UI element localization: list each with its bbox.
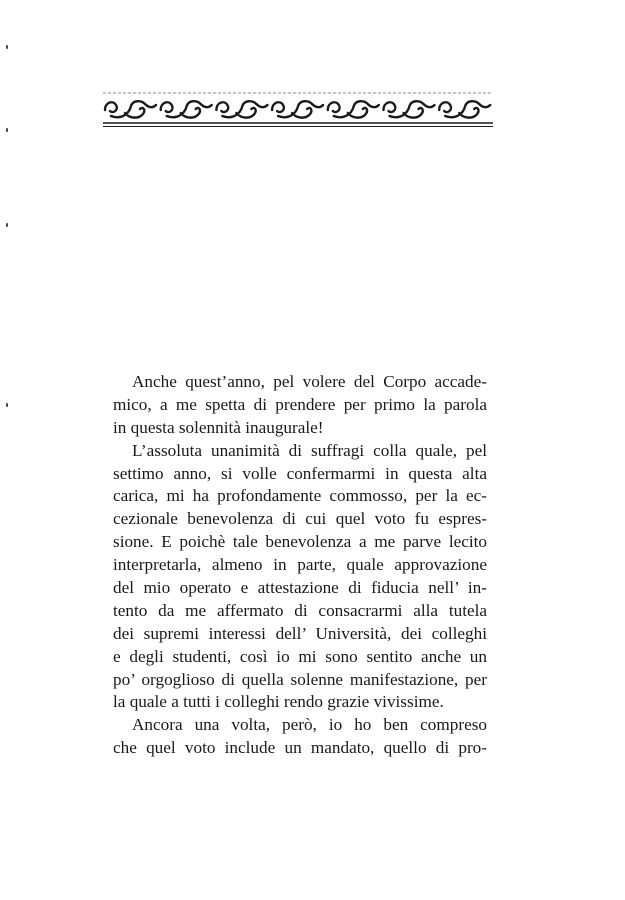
wave-motif [328, 101, 379, 117]
text-line: Ancora una volta, però, io ho ben compreso [132, 715, 487, 735]
text-line: mico, a me spetta di prendere per primo la parola [113, 394, 487, 414]
wave-motif [272, 101, 323, 117]
margin-speck [6, 403, 8, 407]
text-line: Anche quest’anno, pel volere del Corpo accade- [132, 372, 487, 391]
wave-motif [105, 101, 156, 117]
margin-speck [6, 45, 8, 49]
text-line: cezionale benevolenza di cui quel voto fu espres- [113, 509, 487, 529]
text-line: interpretarla, almeno in parte, quale approvazione [113, 555, 487, 575]
text-line: e degli studenti, così io mi sono sentito anche un [113, 646, 487, 666]
text-line: carica, mi ha profondamente commosso, per la ec- [113, 486, 487, 506]
body-text [113, 371, 487, 760]
margin-speck [6, 128, 8, 132]
text-line: del mio operato e attestazione di fiducia nell’ in- [113, 578, 487, 598]
text-line: settimo anno, si volle confermarmi in questa alta [113, 463, 487, 483]
wave-motif [384, 101, 435, 117]
text-line: tento da me affermato di consacrarmi alla tutela [113, 600, 487, 620]
text-line: sione. E poichè tale benevolenza a me parve lecito [113, 532, 487, 552]
wave-motif [439, 101, 490, 117]
decorative-wave-border [103, 92, 493, 128]
text-line: in questa solennità inaugurale! [113, 417, 324, 437]
wave-motif [161, 101, 212, 117]
text-line: po’ orgoglioso di quella solenne manifestazione, per [113, 669, 487, 689]
text-line: L’assoluta unanimità di suffragi colla quale, pel [132, 440, 487, 460]
text-line: dei supremi interessi dell’ Università, dei colleghi [113, 623, 487, 643]
text-line: che quel voto include un mandato, quello di pro- [113, 738, 487, 758]
margin-speck [6, 223, 8, 227]
wave-motif [216, 101, 267, 117]
text-line: la quale a tutti i colleghi rendo grazie vivissime. [113, 692, 444, 712]
